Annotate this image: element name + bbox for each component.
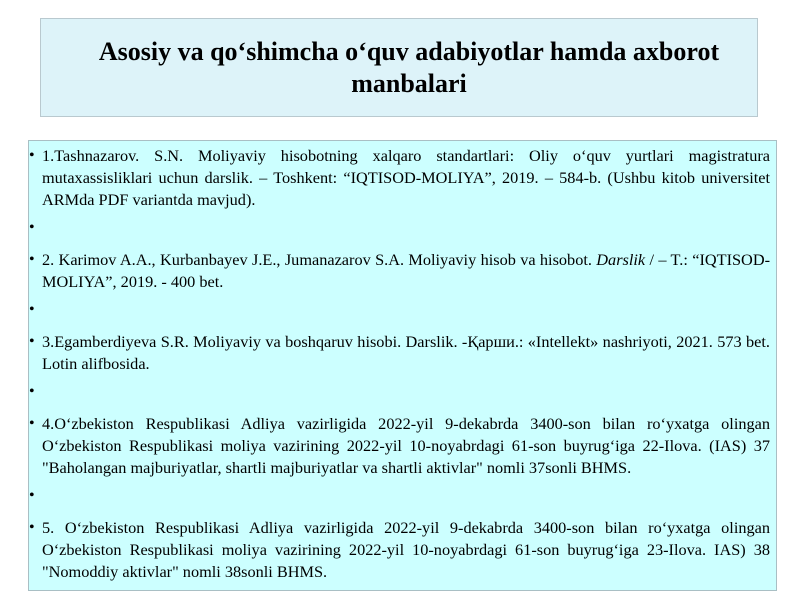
reference-item-4 <box>29 413 770 479</box>
title-box <box>40 18 758 117</box>
reference-text: 2. Karimov A.A., Kurbanbayev J.E., Jumanazarov S.A. Moliyaviy hisob va hisobot. <box>42 250 597 269</box>
bullet-icon: • <box>29 333 35 350</box>
reference-list <box>29 145 770 583</box>
reference-item-2 <box>29 249 770 293</box>
bullet-icon: • <box>29 519 35 536</box>
bullet-icon: • <box>29 219 35 236</box>
empty-bullet-item <box>29 219 770 241</box>
bullet-icon: • <box>29 147 35 164</box>
slide-title: Asosiy va qo‘shimcha o‘quv adabiyotlar hamda axborot manbalari <box>98 36 720 98</box>
empty-bullet-item <box>29 301 770 323</box>
empty-bullet-item <box>29 383 770 405</box>
content-box <box>28 140 777 591</box>
empty-bullet-item <box>29 487 770 509</box>
reference-text: 3.Egamberdiyeva S.R. Moliyaviy va boshqaruv hisobi. Darslik. -Қарши.: «Intellekt» nashriyoti, 2021. 573 bet. Lotin alifbosida. <box>42 332 770 373</box>
reference-text: 5. O‘zbekiston Respublikasi Adliya vazirligida 2022-yil 9-dekabrda 3400-son bilan ro‘yxatga olingan O‘zbekiston Respublikasi moliya vazirining 2022-yil 10-noyabrdagi 61-son buyrug‘iga 23-Ilova. IAS) 38 "Nomoddiy aktivlar" nomli 38sonli BHMS. <box>42 518 770 581</box>
reference-text: 4.O‘zbekiston Respublikasi Adliya vazirligida 2022-yil 9-dekabrda 3400-son bilan ro‘yxatga olingan O‘zbekiston Respublikasi moliya vazirining 2022-yil 10-noyabrdagi 61-son buyrug‘iga 22-Ilova. (IAS) 37 "Baholangan majburiyatlar, shartli majburiyatlar va shartli aktivlar" nomli 37sonli BHMS. <box>42 414 770 477</box>
reference-item-5 <box>29 517 770 583</box>
bullet-icon: • <box>29 251 35 268</box>
reference-text: 1.Tashnazarov. S.N. Moliyaviy hisobotning xalqaro standartlari: Oliy o‘quv yurtlari magistratura mutaxassisliklari uchun darslik. – Toshkent: “IQTISOD-MOLIYA”, 2019. – 584-b. (Ushbu kitob universitet ARMda PDF variantda mavjud). <box>42 146 770 209</box>
bullet-icon: • <box>29 301 35 318</box>
reference-item-3 <box>29 331 770 375</box>
bullet-icon: • <box>29 487 35 504</box>
reference-text-suffix: / – T.: “IQTISOD-MOLIYA”, 2019. - 400 bet. <box>42 250 770 291</box>
bullet-icon: • <box>29 383 35 400</box>
reference-italic-text: Darslik <box>596 250 646 269</box>
bullet-icon: • <box>29 415 35 432</box>
reference-item-1 <box>29 145 770 211</box>
